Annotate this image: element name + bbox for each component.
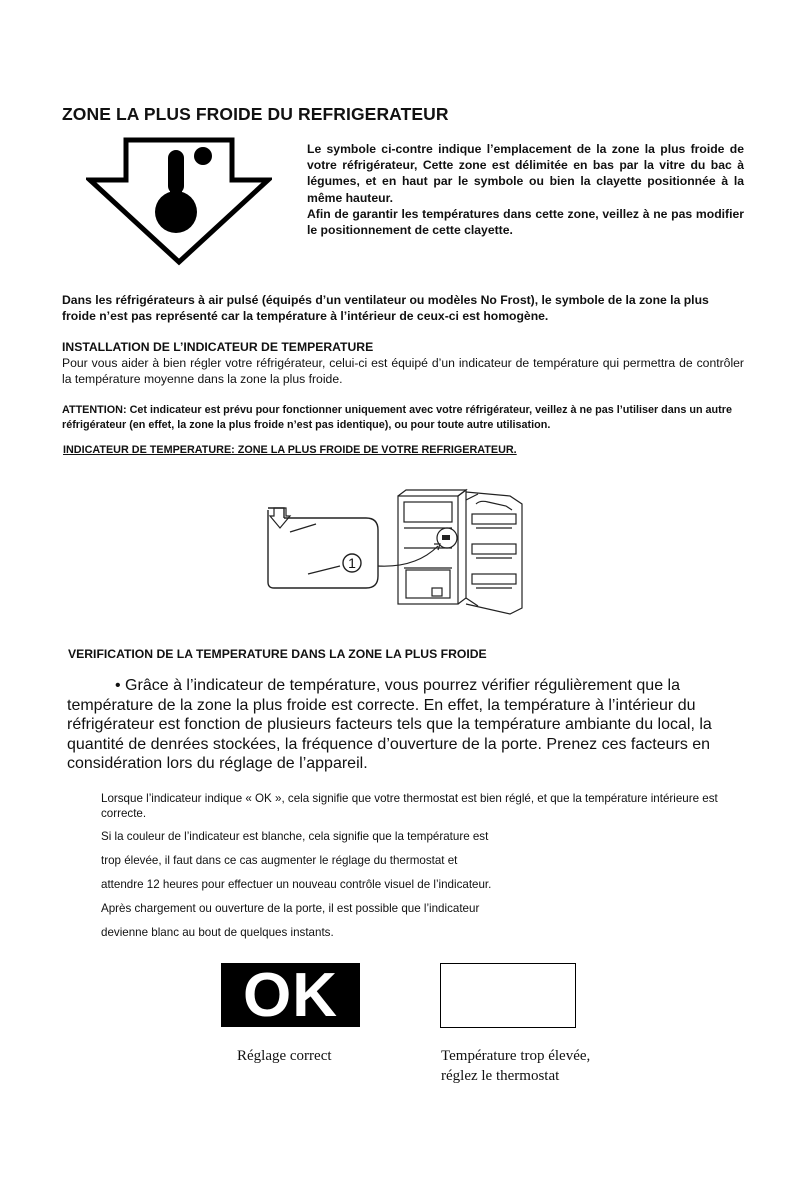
page-title: ZONE LA PLUS FROIDE DU REFRIGERATEUR [62, 104, 449, 124]
intro-paragraph-2: Afin de garantir les températures dans cette zone, veillez à ne pas modifier le positionnement de cette clayette. [307, 206, 744, 238]
verification-line-1: Lorsque l’indicateur indique « OK », cela signifie que votre thermostat est bien réglé, et que la température intérieure est correcte. [101, 792, 718, 820]
callout-leader-line [308, 566, 340, 574]
zoom-panel [268, 508, 378, 588]
intro-text [307, 141, 744, 238]
white-indicator [440, 963, 576, 1028]
fridge-indicator-diagram [266, 488, 530, 616]
verification-line-2: Si la couleur de l’indicateur est blanche, cela signifie que la température est [101, 830, 489, 843]
verification-line-5: Après chargement ou ouverture de la porte, il est possible que l’indicateur [101, 902, 480, 915]
intro-paragraph-1: Le symbole ci-contre indique l’emplacement de la zone la plus froide de votre réfrigérateur, Cette zone est délimitée en bas par la vitre du bac à légumes, et en haut par le symbole ou bien la clayette positionnée à la même hauteur. [307, 142, 744, 205]
airflow-note: Dans les réfrigérateurs à air pulsé (équipés d’un ventilateur ou modèles No Frost), le symbole de la zone la plus froide n’est pas représenté car la température à l’intérieur de ceux-ci est homogène. [62, 293, 709, 324]
verification-body: • Grâce à l’indicateur de température, vous pourrez vérifier régulièrement que la température de la zone la plus froide est correcte. En effet, la température à l’intérieur du réfrigérateur est fonction de plusieurs facteurs tels que la température ambiante du local, la quantité de denrées stockées, la fréquence d’ouverture de la porte. Prenez ces facteurs en considération lors du réglage de l’appareil. [67, 677, 712, 773]
verification-heading: VERIFICATION DE LA TEMPERATURE DANS LA ZONE LA PLUS FROIDE [68, 647, 487, 661]
coldest-zone-symbol-icon [86, 134, 272, 268]
attention-note: ATTENTION: Cet indicateur est prévu pour fonctionner uniquement avec votre réfrigérateur, veillez à ne pas l’utiliser dans un autre réfrigérateur (en effet, la zone la plus froide n’est pas identique), ou pour toute autre utilisation. [62, 404, 732, 431]
installation-body: Pour vous aider à bien régler votre réfrigérateur, celui-ci est équipé d’un indicateur de température qui permettra de contrôler la température moyenne dans la zone la plus froide. [62, 356, 744, 387]
verification-line-4: attendre 12 heures pour effectuer un nouveau contrôle visuel de l’indicateur. [101, 878, 492, 891]
fridge-body [398, 490, 478, 606]
ok-caption: Réglage correct [237, 1048, 332, 1064]
callout-arrow [378, 546, 438, 566]
installation-heading: INSTALLATION DE L’INDICATEUR DE TEMPERATURE [62, 340, 374, 354]
fridge-door [466, 492, 522, 614]
callout-number: 1 [348, 555, 356, 571]
verification-line-3: trop élevée, il faut dans ce cas augmenter le réglage du thermostat et [101, 854, 458, 867]
hot-caption: Température trop élevée, réglez le thermostat [441, 1048, 591, 1084]
ok-indicator: OK [221, 963, 360, 1027]
zoom-symbol-icon [270, 508, 316, 532]
indicator-heading: INDICATEUR DE TEMPERATURE: ZONE LA PLUS FROIDE DE VOTRE REFRIGERATEUR. [63, 444, 517, 456]
indicator-mark [442, 535, 450, 540]
verification-line-6: devienne blanc au bout de quelques instants. [101, 926, 334, 939]
